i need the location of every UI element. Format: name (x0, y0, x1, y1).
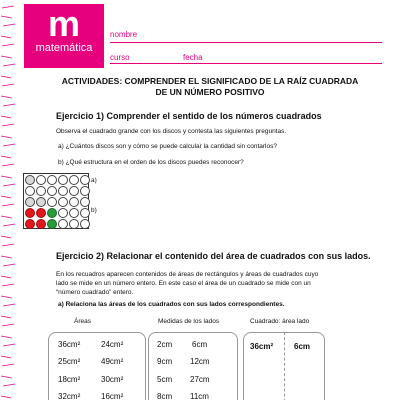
disc-cell (68, 174, 79, 185)
side-value[interactable]: 27cm (190, 375, 210, 384)
disc-cell (57, 207, 68, 218)
sides-column-header: Medidas de los lados (158, 318, 220, 325)
disc-cell (24, 218, 35, 229)
page-title-line-1: ACTIVIDADES: COMPRENDER EL SIGNIFICADO DE LA RAÍZ CUADRADA (61, 76, 359, 86)
disc-gray (25, 197, 35, 207)
disc-cell (35, 207, 46, 218)
exercise-2-title: Ejercicio 2) Relacionar el contenido del área de cuadrados con sus lados. (56, 251, 371, 261)
disc-white (69, 208, 79, 218)
disc-white (69, 197, 79, 207)
disc-cell (46, 218, 57, 229)
exercise-2-intro-line-2: lado se mide en un número entero. En este caso el área de un cuadrado se mide con un (56, 280, 311, 287)
side-value[interactable]: 12cm (190, 357, 210, 366)
exercise-1-question-a: a) ¿Cuántos discos son y cómo se puede calcular la cantidad sin contarlos? (58, 143, 277, 150)
disc-cell (68, 207, 79, 218)
page-title (40, 76, 380, 98)
side-value[interactable]: 2cm (157, 340, 173, 349)
disc-grid (23, 173, 89, 229)
disc-white (25, 186, 35, 196)
disc-cell (24, 185, 35, 196)
disc-white (80, 219, 90, 229)
disc-red (36, 219, 46, 229)
logo-word: matemática (35, 42, 93, 54)
disc-cell (79, 218, 90, 229)
disc-cell (79, 174, 90, 185)
disc-cell (57, 196, 68, 207)
disc-green (47, 219, 57, 229)
name-field-label: nombre (110, 30, 138, 39)
disc-white (80, 175, 90, 185)
exercise-2-intro-line-1: En los recuadros aparecen contenidos de áreas de rectángulos y áreas de cuadrados cuyo (56, 271, 319, 278)
answer-a-label: a) (91, 177, 97, 184)
disc-cell (35, 185, 46, 196)
pairs-divider (284, 332, 285, 400)
disc-cell (46, 185, 57, 196)
disc-white (58, 219, 68, 229)
disc-cell (35, 174, 46, 185)
disc-gray (36, 197, 46, 207)
side-value[interactable]: 5cm (157, 375, 173, 384)
disc-cell (46, 196, 57, 207)
disc-white (47, 175, 57, 185)
disc-cell (24, 174, 35, 185)
disc-white (80, 208, 90, 218)
disc-white (80, 197, 90, 207)
disc-cell (79, 185, 90, 196)
disc-white (36, 186, 46, 196)
disc-cell (79, 207, 90, 218)
exercise-2-intro-line-3: “número cuadrado” entero. (56, 289, 134, 296)
disc-cell (68, 196, 79, 207)
disc-white (58, 208, 68, 218)
example-side: 6cm (294, 342, 311, 351)
disc-cell (57, 185, 68, 196)
disc-green (47, 208, 57, 218)
area-value[interactable]: 25cm² (58, 357, 81, 366)
area-value[interactable]: 18cm² (58, 375, 81, 384)
disc-red (25, 219, 35, 229)
disc-cell (46, 207, 57, 218)
area-value[interactable]: 32cm² (58, 392, 81, 400)
page-title-line-2: DE UN NÚMERO POSITIVO (155, 87, 265, 97)
disc-cell (68, 185, 79, 196)
course-date-field-line[interactable] (110, 63, 382, 64)
disc-gray (25, 175, 35, 185)
disc-white (69, 175, 79, 185)
exercise-2-instruction: a) Relaciona las áreas de los cuadrados con sus lados correspondientes. (58, 301, 285, 308)
exercise-1-title: Ejercicio 1) Comprender el sentido de los números cuadrados (56, 111, 322, 121)
disc-white (80, 186, 90, 196)
area-value[interactable]: 36cm² (58, 340, 81, 349)
area-value[interactable]: 49cm² (101, 357, 124, 366)
disc-cell (57, 218, 68, 229)
name-field-line[interactable] (110, 42, 382, 43)
area-value[interactable]: 30cm² (101, 375, 124, 384)
disc-white (69, 186, 79, 196)
margin-decoration (0, 0, 18, 400)
logo-letter: m (47, 3, 80, 44)
date-field-label: fecha (183, 53, 203, 62)
grade-label: 7º básico (65, 56, 98, 65)
exercise-1-question-b: b) ¿Qué estructura en el orden de los discos puedes reconocer? (58, 159, 244, 166)
disc-white (58, 175, 68, 185)
disc-cell (79, 196, 90, 207)
side-value[interactable]: 6cm (192, 340, 208, 349)
disc-cell (68, 218, 79, 229)
disc-white (36, 175, 46, 185)
disc-cell (57, 174, 68, 185)
disc-white (69, 219, 79, 229)
disc-cell (35, 218, 46, 229)
disc-cell (24, 196, 35, 207)
disc-white (58, 197, 68, 207)
areas-column-header: Áreas (74, 318, 91, 325)
exercise-1-intro: Observa el cuadrado grande con los discos y contesta las siguientes preguntas. (56, 128, 287, 135)
disc-white (47, 186, 57, 196)
disc-red (36, 208, 46, 218)
disc-cell (46, 174, 57, 185)
side-value[interactable]: 11cm (190, 392, 209, 400)
example-area: 36cm² (250, 342, 274, 351)
area-value[interactable]: 16cm² (101, 392, 124, 400)
disc-white (47, 197, 57, 207)
side-value[interactable]: 8cm (157, 392, 173, 400)
disc-cell (24, 207, 35, 218)
disc-red (25, 208, 35, 218)
side-value[interactable]: 9cm (157, 357, 173, 366)
area-value[interactable]: 24cm² (101, 340, 124, 349)
disc-cell (35, 196, 46, 207)
course-field-label: curso (110, 53, 130, 62)
disc-white (58, 186, 68, 196)
answer-b-label: b) (91, 207, 97, 214)
pairs-column-header: Cuadrado: área lado (250, 318, 310, 325)
